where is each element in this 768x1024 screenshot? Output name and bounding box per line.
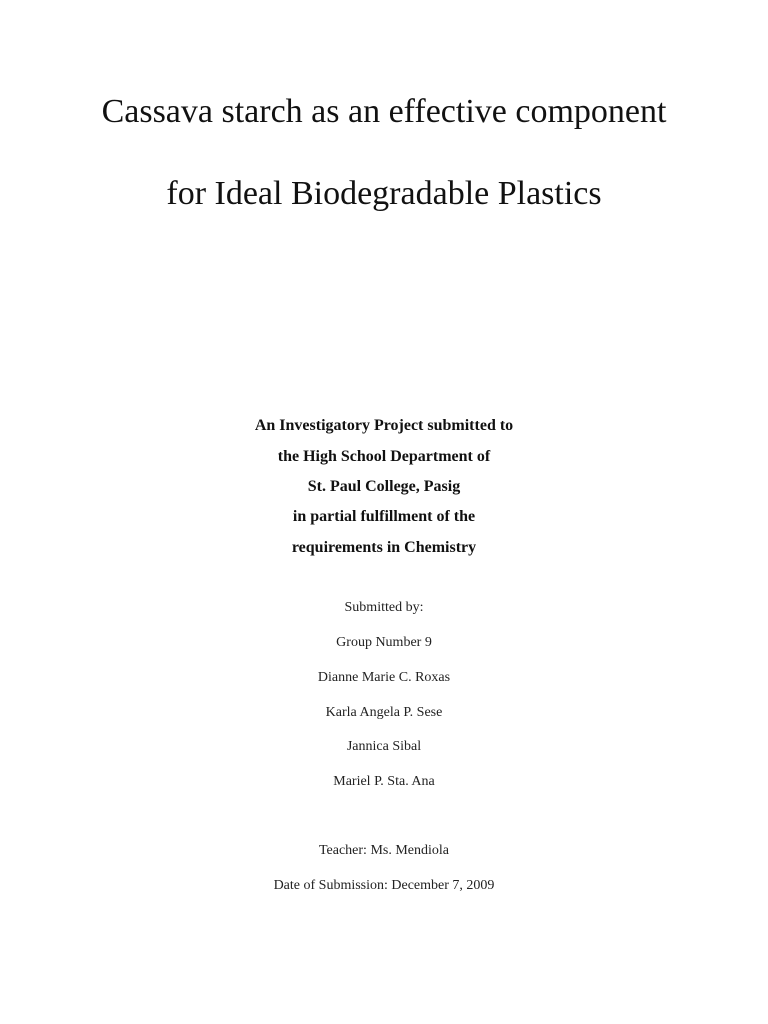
member-name: Jannica Sibal (346, 739, 422, 754)
submission-line-5: requirements in Chemistry (291, 539, 477, 556)
member-name: Dianne Marie C. Roxas (317, 670, 451, 685)
member-name: Mariel P. Sta. Ana (333, 774, 435, 789)
submission-line-2: the High School Department of (277, 448, 491, 465)
teacher-line: Teacher: Ms. Mendiola (318, 843, 450, 858)
title-line-1: Cassava starch as an effective component (101, 93, 667, 130)
submission-line-1: An Investigatory Project submitted to (254, 417, 514, 434)
submission-line-4: in partial fulfillment of the (292, 508, 476, 525)
member-name: Karla Angela P. Sese (325, 705, 443, 720)
title-line-2: for Ideal Biodegradable Plastics (166, 175, 602, 212)
submission-line-3: St. Paul College, Pasig (307, 478, 461, 495)
group-number: Group Number 9 (336, 635, 432, 650)
submission-date: Date of Submission: December 7, 2009 (273, 878, 495, 893)
submitted-by-label: Submitted by: (344, 600, 424, 615)
